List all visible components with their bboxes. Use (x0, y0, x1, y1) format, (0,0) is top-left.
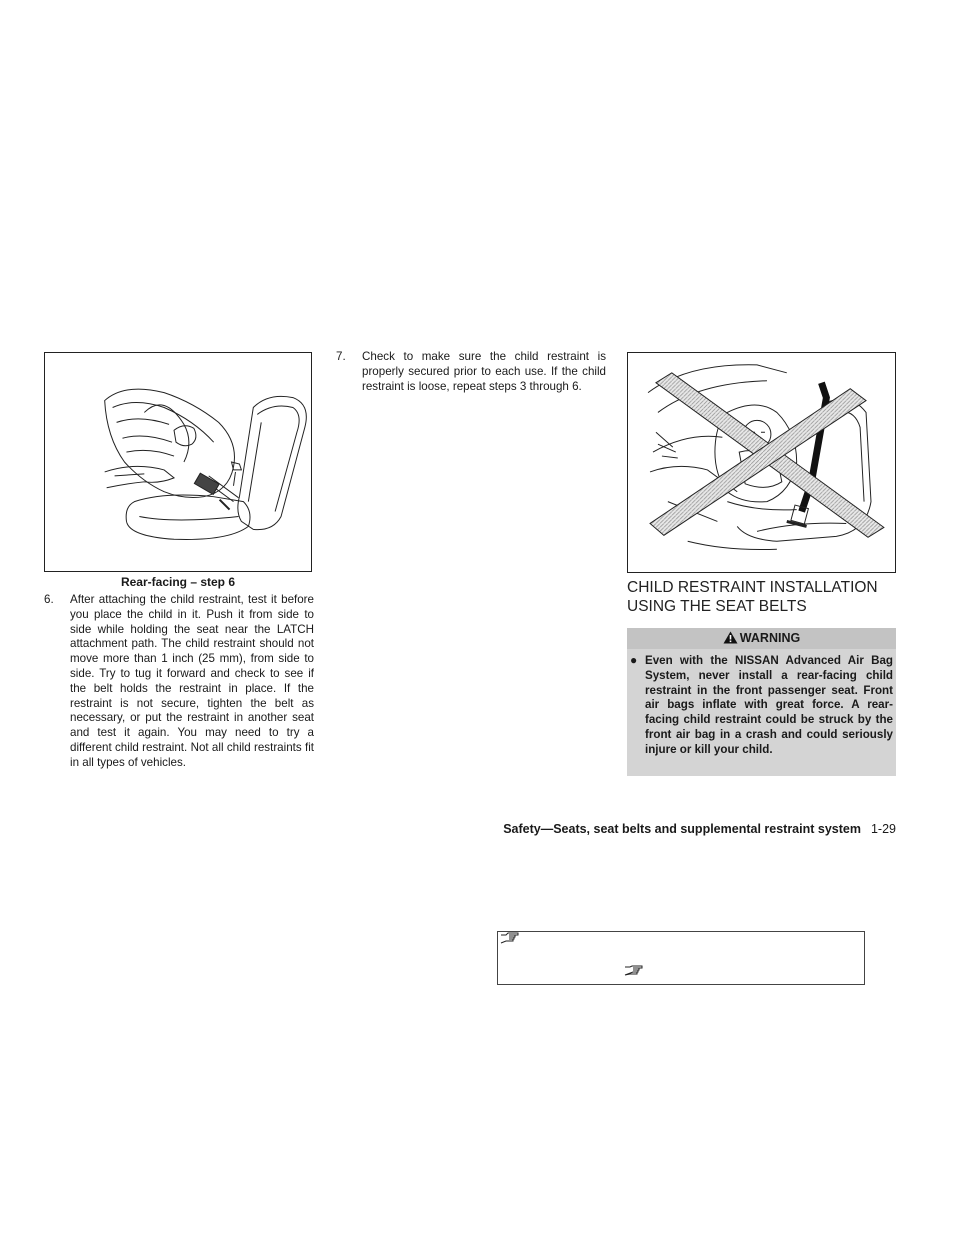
figure-caption: Rear-facing – step 6 (120, 575, 236, 589)
reference-marker-box (497, 931, 865, 985)
step-number: 6. (44, 593, 54, 606)
footer-title: Safety—Seats, seat belts and supplemental restraint system (503, 822, 861, 836)
prohibited-rear-facing-front-seat-illustration (628, 353, 895, 572)
section-heading: CHILD RESTRAINT INSTALLATION USING THE SEAT BELTS (627, 579, 878, 615)
rear-facing-seat-illustration (45, 353, 311, 571)
step-text: After attaching the child restraint, test it before you place the child in it. Push it from side to side while holding the seat near the LATCH attachment path. The child restraint should not move more than 1 inch (25 mm), from side to side. Try to tug it forward and check to see if the belt holds the restraint in place. If the restraint is not secure, tighten the belt as necessary, or put the restraint in another seat and test it again. You may need to try a different child restraint. Not all child restraints fit in all types of vehicles. (70, 593, 314, 769)
page-number: 1-29 (870, 822, 896, 836)
list-item-step-7 (336, 350, 606, 394)
warning-label: WARNING (739, 631, 801, 645)
warning-box (627, 628, 896, 776)
warning-triangle-icon (723, 630, 738, 651)
warning-body (630, 653, 893, 758)
figure-prohibited-front-seat (627, 352, 896, 573)
step-text: Check to make sure the child restraint is properly secured prior to each use. If the child restraint is loose, repeat steps 3 through 6. (362, 350, 606, 393)
pointing-hand-icon (624, 965, 644, 983)
list-item-step-6 (44, 593, 314, 771)
warning-header (627, 628, 896, 649)
pointing-hand-icon (500, 932, 520, 950)
warning-text: Even with the NISSAN Advanced Air Bag System, never install a rear-facing child restraint in the front passenger seat. Front air bags inflate with great force. A rear-facing child restraint could be struck by the front air bag in a crash and could seriously injure or kill your child. (645, 654, 893, 756)
step-number: 7. (336, 350, 346, 363)
figure-rear-facing-step6 (44, 352, 312, 572)
bullet-icon: ● (630, 653, 638, 667)
page-footer (440, 822, 896, 836)
